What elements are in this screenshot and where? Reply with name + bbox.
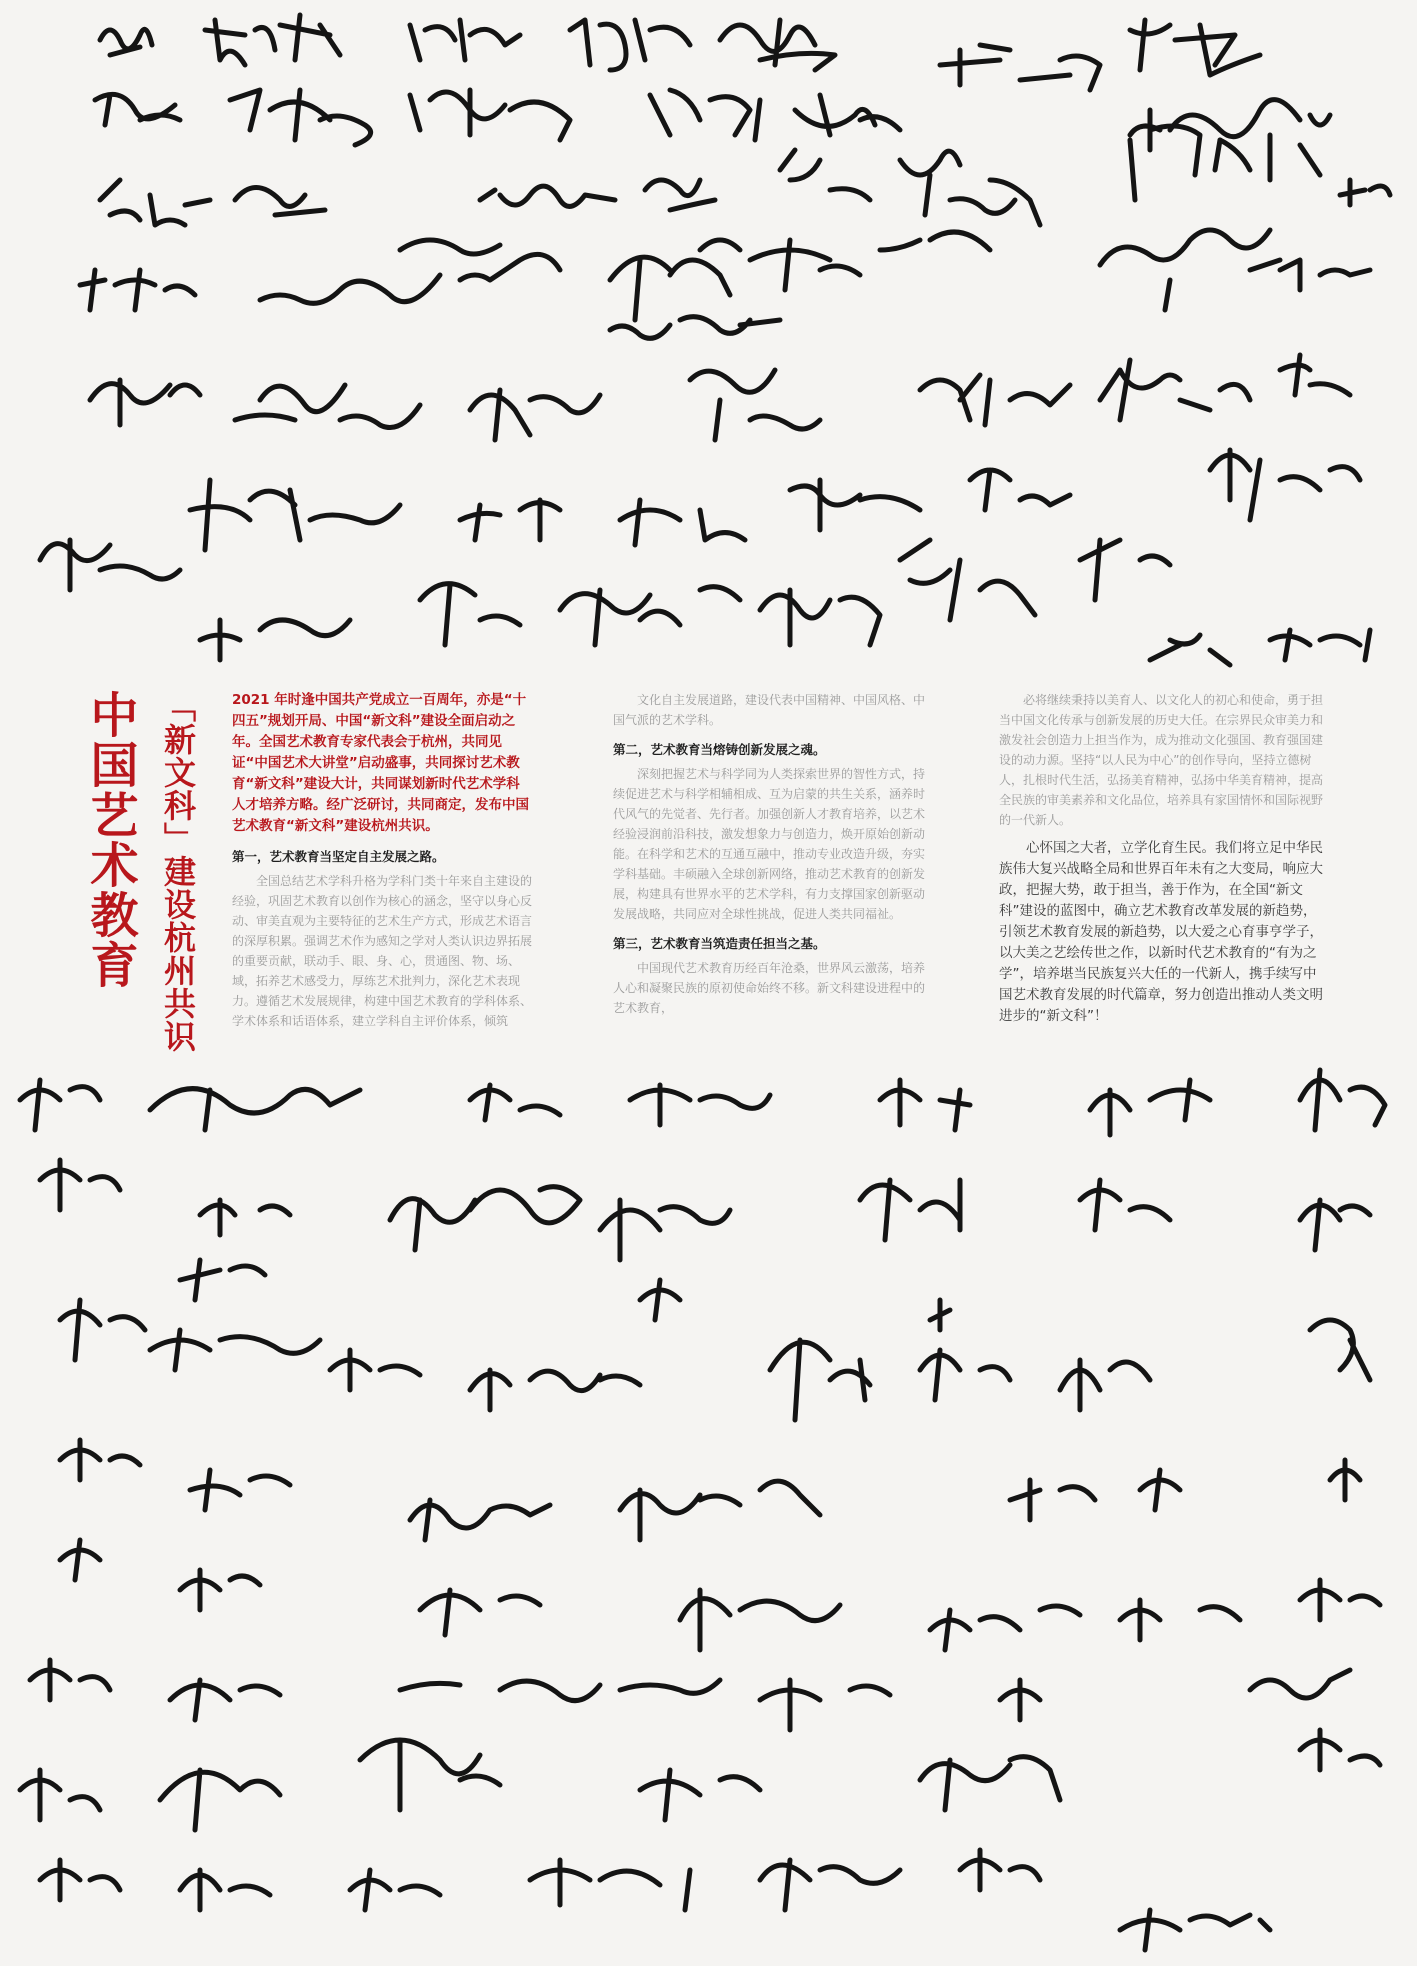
signature bbox=[40, 1860, 120, 1900]
signature bbox=[760, 1680, 890, 1730]
signature bbox=[640, 1280, 680, 1320]
signature bbox=[60, 1540, 100, 1580]
signature bbox=[1300, 1730, 1380, 1770]
signature bbox=[180, 1260, 265, 1300]
signature bbox=[360, 1740, 500, 1810]
signature bbox=[790, 480, 920, 530]
signature bbox=[400, 1680, 720, 1701]
signature bbox=[150, 1089, 360, 1130]
section-1-body: 全国总结艺术学科升格为学科门类十年来自主建设的经验，巩固艺术教育以创作为核心的涵念，坚守以身心反动、审美直观为主要特征的艺术生产方式，形成艺术语言的深厚积累。强调艺术作为感知之学对人类认识边界拓展的重要贡献，联动手、眼、身、心，贯通图、物、场、域，拓养艺术感受力，厚练艺术批判力，深化艺术表现力。遵循艺术发展规律，构建中国艺术教育的学科体系、学术体系和话语体系，建立学科自主评价体系，倾筑 bbox=[232, 874, 533, 1028]
signatures-bottom bbox=[0, 1060, 1417, 1966]
signature bbox=[390, 1187, 580, 1250]
signature bbox=[600, 1200, 730, 1260]
signature bbox=[560, 587, 740, 645]
signature bbox=[260, 240, 560, 303]
signature bbox=[860, 1180, 960, 1240]
signature bbox=[410, 1500, 550, 1540]
signature bbox=[760, 590, 880, 645]
signature bbox=[920, 1757, 1060, 1810]
signature bbox=[570, 20, 690, 70]
signature bbox=[40, 540, 180, 590]
signature bbox=[200, 620, 350, 660]
signature bbox=[410, 20, 520, 60]
signature bbox=[645, 180, 715, 210]
signature bbox=[1130, 20, 1260, 75]
signatures-top bbox=[0, 0, 1417, 700]
signature bbox=[940, 45, 1100, 90]
signature bbox=[20, 1770, 100, 1820]
section-3-continued: 必将继续秉持以美育人、以文化人的初心和使命，勇于担当中国文化传承与创新发展的历史大任。在宗界民众审美力和激发社会创造力上担当作为，成为推动文化强国、教育强国建设的动力源。坚持“以人民为中心”的创作导向，坚持立德树人，扎根时代生活，弘扬美育精神，弘扬中华美育精神，提高全民族的审美素养和文化品位，培养具有家国情怀和国际视野的一代新人。 bbox=[999, 693, 1324, 827]
signature bbox=[690, 370, 820, 440]
closing-paragraph: 心怀国之大者，立学化育生民。我们将立足中华民族伟大复兴战略全局和世界百年未有之大变局，响应大政，把握大势，敢于担当，善于作为，在全国“新文科”建设的蓝图中，确立艺术教育改革发展的新趋势，引领艺术教育发展的新趋势，以大爱之心育事亨学子，以大美之艺绘传世之作，以新时代艺术教育的“有为之学”，培养堪当民族复兴大任的一代新人，携手续写中国艺术教育发展的时代篇章，努力创造出推动人类文明进步的“新文科”！ bbox=[999, 840, 1323, 1024]
signature bbox=[40, 1160, 120, 1210]
signature bbox=[720, 20, 835, 70]
signature bbox=[1080, 540, 1170, 600]
text-panel bbox=[70, 690, 1370, 1070]
signature bbox=[100, 29, 152, 55]
signature bbox=[20, 1080, 100, 1130]
signature bbox=[780, 150, 870, 200]
signature bbox=[1210, 450, 1360, 520]
signature bbox=[1150, 635, 1230, 665]
signature bbox=[530, 1860, 690, 1910]
section-3-body: 中国现代艺术教育历经百年沧桑，世界风云激荡，培养人心和凝聚民族的原初使命始终不移。新文科建设进程中的艺术教育， bbox=[613, 961, 926, 1015]
page-subtitle: 「新文科」建设杭州共识 bbox=[159, 690, 197, 1053]
signature bbox=[460, 500, 560, 540]
signature bbox=[920, 375, 1070, 425]
signature bbox=[960, 1850, 1040, 1890]
signature bbox=[205, 15, 340, 65]
signature bbox=[620, 1481, 820, 1540]
signature bbox=[680, 1590, 840, 1650]
signature bbox=[1310, 1320, 1370, 1380]
section-1-continued: 文化自主发展道路，建设代表中国精神、中国风格、中国气派的艺术学科。 bbox=[613, 693, 926, 727]
signature bbox=[610, 240, 740, 320]
signature bbox=[190, 1470, 290, 1510]
signature bbox=[90, 380, 200, 425]
signature bbox=[760, 1860, 900, 1910]
section-2-heading: 第二，艺术教育当熔铸创新发展之魂。 bbox=[613, 742, 826, 757]
signature bbox=[630, 1085, 770, 1125]
signature bbox=[1130, 100, 1330, 170]
signature bbox=[1330, 1460, 1360, 1500]
signature bbox=[480, 186, 615, 206]
signature bbox=[1000, 1680, 1040, 1720]
signature bbox=[900, 151, 1040, 225]
signature bbox=[880, 1080, 970, 1130]
signature bbox=[420, 1590, 540, 1635]
signature bbox=[170, 1680, 280, 1720]
signature bbox=[350, 1870, 440, 1910]
section-3-heading: 第三，艺术教育当筑造责任担当之基。 bbox=[613, 936, 826, 951]
signature bbox=[420, 584, 520, 645]
signature bbox=[60, 1440, 140, 1480]
signature bbox=[230, 90, 371, 145]
signature bbox=[1080, 1180, 1170, 1230]
signature bbox=[150, 1330, 320, 1370]
signature bbox=[470, 390, 600, 440]
signature bbox=[1130, 126, 1320, 200]
page-title: 中国艺术教育 bbox=[82, 690, 138, 990]
signature bbox=[1300, 1200, 1370, 1250]
signature bbox=[1340, 180, 1390, 205]
signature bbox=[930, 1606, 1080, 1650]
signature bbox=[190, 480, 400, 550]
signature bbox=[180, 1870, 270, 1910]
signature bbox=[1250, 1670, 1350, 1698]
signature bbox=[970, 470, 1070, 510]
intro-paragraph: 2021 年时逢中国共产党成立一百周年，亦是“十四五”规划开局、中国“新文科”建设全面启动之年。全国艺术教育专家代表会于杭州，共同见证“中国艺术大讲堂”启动盛事，共同探讨艺术教育“新文科”建设大计，共同谋划新时代艺术学科人才培养方略。经广泛研讨，共同商定，发布中国艺术教育“新文科”建设杭州共识。 bbox=[232, 692, 529, 834]
signature bbox=[1280, 355, 1350, 395]
signature bbox=[410, 90, 570, 140]
signature bbox=[770, 1340, 870, 1420]
signature bbox=[1100, 230, 1280, 310]
signature bbox=[100, 180, 210, 225]
signature bbox=[1270, 630, 1370, 660]
signature bbox=[80, 270, 195, 310]
signature bbox=[1120, 1910, 1270, 1950]
signature bbox=[920, 1350, 1010, 1400]
signature bbox=[60, 1300, 145, 1360]
signature bbox=[235, 385, 420, 428]
text-column-3 bbox=[999, 690, 1329, 1035]
signature bbox=[30, 1660, 110, 1700]
signature bbox=[1300, 1070, 1385, 1130]
text-column-2 bbox=[613, 690, 925, 1026]
signature bbox=[650, 90, 760, 140]
signature bbox=[1120, 1600, 1240, 1640]
text-column-1 bbox=[232, 690, 532, 1039]
signature bbox=[1100, 360, 1250, 420]
signature bbox=[1140, 1470, 1180, 1510]
signature bbox=[1060, 1360, 1150, 1410]
section-2-body: 深刻把握艺术与科学同为人类探索世界的智性方式，持续促进艺术与科学相辅相成、互为启蒙的共生关系，涵养时代风气的先觉者、先行者。加强创新人才教育培养，以艺术经验浸润前沿科技，激发想象力与创造力，焕开原始创新动能。在科学和艺术的互通互融中，推动专业改造升级，夯实学科基础。丰硕融入全球创新网络，推动艺术教育的创新发展，构建具有世界水平的艺术学科，有力支撑国家创新驱动发展战略，共同应对全球性挑战，促进人类共同福祉。 bbox=[613, 767, 926, 921]
signature bbox=[1280, 260, 1370, 290]
signature bbox=[1010, 1480, 1095, 1520]
signature bbox=[160, 1770, 280, 1830]
signature bbox=[235, 188, 325, 216]
signature bbox=[900, 540, 1035, 620]
signature bbox=[795, 95, 900, 135]
signature bbox=[1300, 1580, 1380, 1620]
signature bbox=[95, 94, 180, 125]
signature bbox=[640, 1770, 760, 1820]
signature bbox=[1090, 1080, 1210, 1135]
signature bbox=[200, 1200, 290, 1235]
section-1-heading: 第一，艺术教育当坚定自主发展之路。 bbox=[232, 849, 445, 864]
signature bbox=[470, 1085, 560, 1120]
signature bbox=[750, 232, 990, 290]
signature bbox=[180, 1570, 260, 1610]
signature bbox=[930, 1300, 950, 1330]
signature bbox=[470, 1370, 640, 1410]
signature bbox=[330, 1350, 420, 1390]
signature bbox=[620, 500, 745, 545]
